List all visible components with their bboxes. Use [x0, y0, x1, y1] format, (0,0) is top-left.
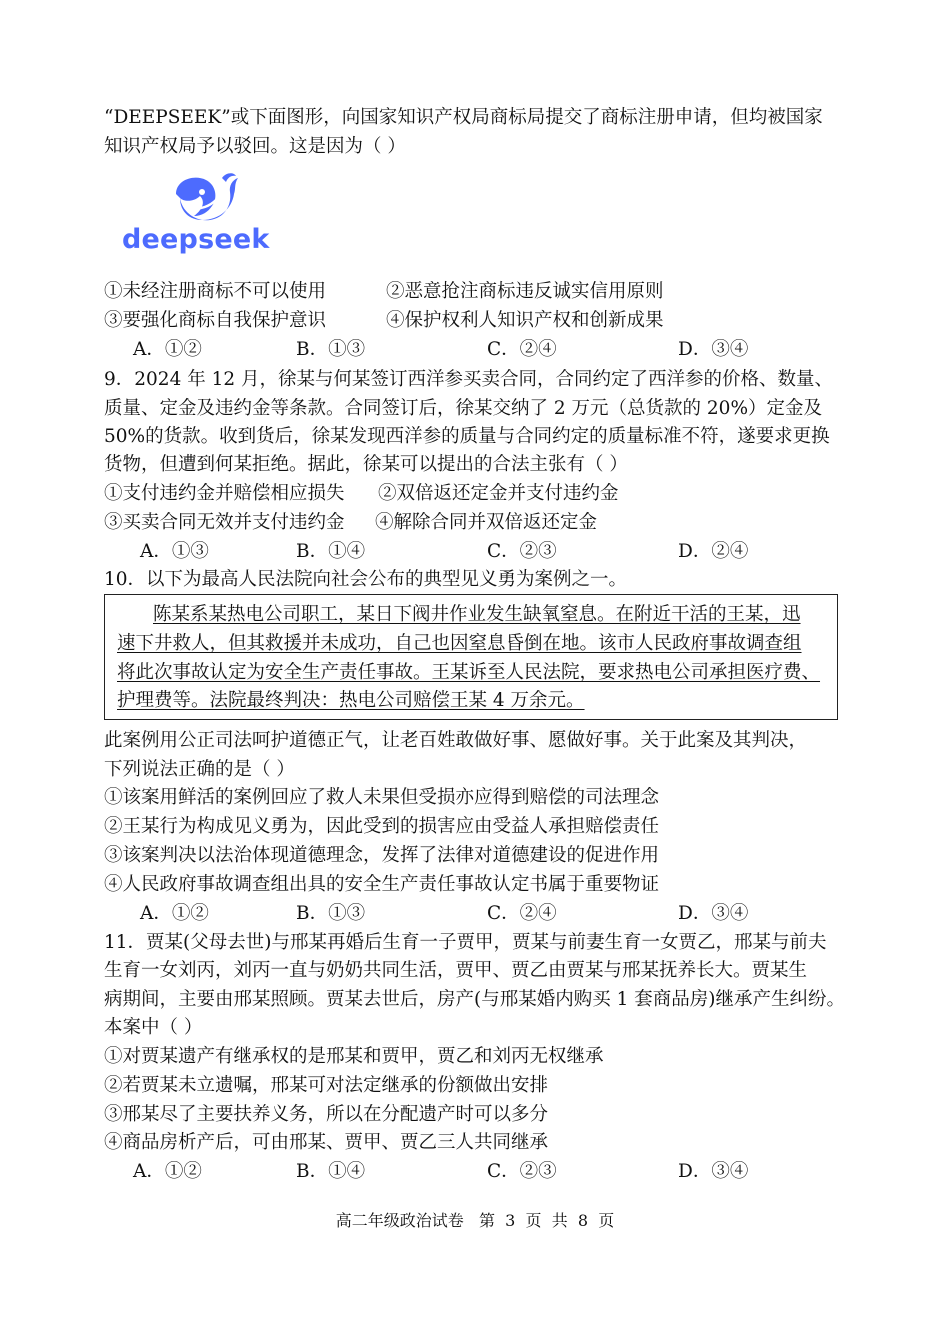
q8-statement-1: ①未经注册商标不可以使用	[104, 281, 327, 302]
q9-stem-line-3: 50%的货款。收到货后，徐某发现西洋参的质量与合同约定的质量标准不符，遂要求更换	[104, 426, 830, 447]
case-line-2: 速下井救人，但其救援并未成功，自己也因窒息昏倒在地。该市人民政府事故调查组	[117, 633, 802, 654]
q11-stem-line-1: 11．贾某(父母去世)与邢某再婚后生育一子贾甲，贾某与前妻生育一女贾乙，邢某与前夫	[104, 932, 827, 953]
q8-option-b: B．①③	[296, 339, 366, 360]
q11-stem-line-3: 病期间，主要由邢某照顾。贾某去世后，房产(与邢某婚内购买 1 套商品房)继承产生纠纷。	[104, 989, 845, 1010]
q10-option-b: B．①③	[296, 903, 366, 924]
q10-option-c: C．②④	[487, 903, 557, 924]
q9-stem-line-4: 货物，但遭到何某拒绝。据此，徐某可以提出的合法主张有（ ）	[104, 454, 628, 475]
q9-statement-2: ②双倍返还定金并支付违约金	[378, 483, 619, 504]
q9-statement-1: ①支付违约金并赔偿相应损失	[104, 483, 345, 504]
q10-statement-4: ④人民政府事故调查组出具的安全生产责任事故认定书属于重要物证	[104, 874, 660, 895]
case-line-1: 陈某系某热电公司职工，某日下阀井作业发生缺氧窒息。在附近干活的王某，迅	[153, 604, 801, 625]
q9-stem-line-2: 质量、定金及违约金等条款。合同签订后，徐某交纳了 2 万元（总货款的 20%）定金及	[104, 398, 823, 419]
q9-statement-3: ③买卖合同无效并支付违约金	[104, 512, 345, 533]
q9-statement-4: ④解除合同并双倍返还定金	[375, 512, 598, 533]
q10-statement-2: ②王某行为构成见义勇为，因此受到的损害应由受益人承担赔偿责任	[104, 816, 660, 837]
q8-statement-4: ④保护权利人知识产权和创新成果	[386, 310, 664, 331]
q8-option-d: D．③④	[678, 339, 749, 360]
q9-option-a: A．①③	[140, 541, 209, 562]
q10-stem-line-1: 此案例用公正司法呵护道德正气，让老百姓敢做好事、愿做好事。关于此案及其判决，	[104, 730, 808, 751]
q8-statement-2: ②恶意抢注商标违反诚实信用原则	[386, 281, 664, 302]
q11-statement-1: ①对贾某遗产有继承权的是邢某和贾甲，贾乙和刘丙无权继承	[104, 1046, 604, 1067]
q10-option-a: A．①②	[140, 903, 209, 924]
q10-statement-1: ①该案用鲜活的案例回应了救人未果但受损亦应得到赔偿的司法理念	[104, 787, 660, 808]
q8-statement-3: ③要强化商标自我保护意识	[104, 310, 327, 331]
q11-option-c: C．②③	[487, 1161, 557, 1182]
whale-icon	[172, 172, 242, 224]
q8-stem-line-2: 知识产权局予以驳回。这是因为（ ）	[104, 136, 406, 157]
q8-option-c: C．②④	[487, 339, 557, 360]
q11-stem-line-4: 本案中（ ）	[104, 1017, 203, 1038]
q11-statement-4: ④商品房析产后，可由邢某、贾甲、贾乙三人共同继承	[104, 1132, 549, 1153]
q11-option-d: D．③④	[678, 1161, 749, 1182]
q11-statement-2: ②若贾某未立遗嘱，邢某可对法定继承的份额做出安排	[104, 1075, 549, 1096]
q11-stem-line-2: 生育一女刘丙，刘丙一直与奶奶共同生活，贾甲、贾乙由贾某与邢某抚养长大。贾某生	[104, 960, 808, 981]
case-line-3: 将此次事故认定为安全生产责任事故。王某诉至人民法院，要求热电公司承担医疗费、	[117, 662, 821, 683]
deepseek-logo	[122, 170, 284, 262]
q9-stem-line-1: 9．2024 年 12 月，徐某与何某签订西洋参买卖合同，合同约定了西洋参的价格、数量、	[104, 369, 834, 390]
page-footer: 高二年级政治试卷 第 3 页 共 8 页	[335, 1211, 615, 1230]
q10-statement-3: ③该案判决以法治体现道德理念，发挥了法律对道德建设的促进作用	[104, 845, 660, 866]
q10-intro: 10．以下为最高人民法院向社会公布的典型见义勇为案例之一。	[104, 569, 628, 590]
q9-option-d: D．②④	[678, 541, 749, 562]
q10-stem-line-2: 下列说法正确的是（ ）	[104, 759, 295, 780]
case-line-4: 护理费等。法院最终判决：热电公司赔偿王某 4 万余元。	[117, 690, 585, 711]
q11-statement-3: ③邢某尽了主要扶养义务，所以在分配遗产时可以多分	[104, 1104, 549, 1125]
case-box	[104, 594, 838, 720]
q9-option-c: C．②③	[487, 541, 557, 562]
q11-option-a: A．①②	[133, 1161, 202, 1182]
logo-wordmark: deepseek	[122, 224, 270, 255]
q9-option-b: B．①④	[296, 541, 366, 562]
q11-option-b: B．①④	[296, 1161, 366, 1182]
q8-stem-line-1: “DEEPSEEK”或下面图形，向国家知识产权局商标局提交了商标注册申请，但均被国家	[104, 107, 823, 128]
q10-option-d: D．③④	[678, 903, 749, 924]
q8-option-a: A．①②	[133, 339, 202, 360]
